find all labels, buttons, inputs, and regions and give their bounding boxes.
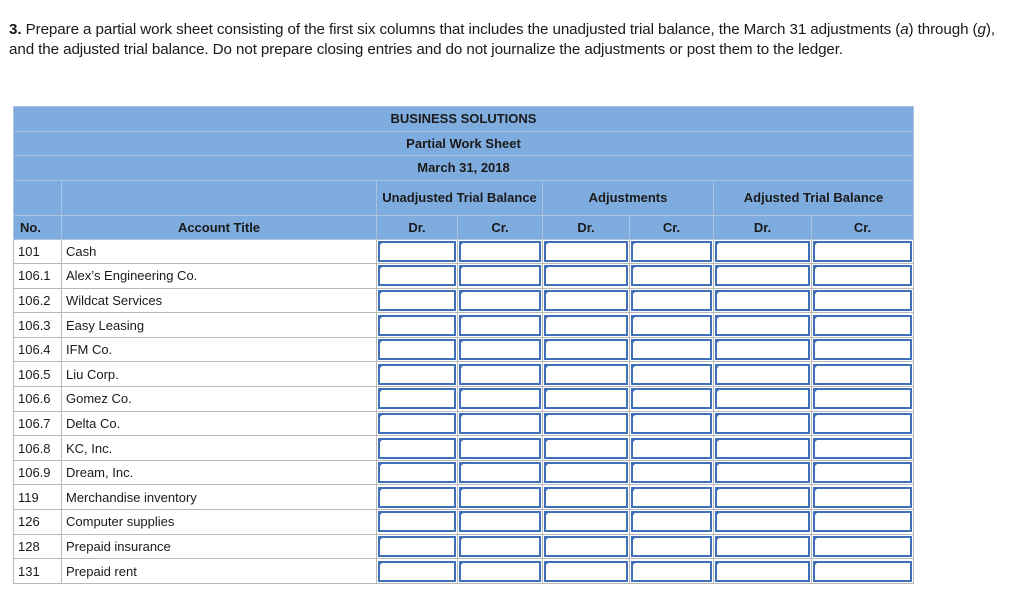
adjusted-cr-cell bbox=[812, 485, 914, 510]
adjusted-cr-cell bbox=[812, 264, 914, 289]
adjusted-dr-input[interactable] bbox=[715, 315, 810, 336]
adjusted-cr-cell bbox=[812, 239, 914, 264]
adjusted-cr-input[interactable] bbox=[813, 364, 912, 385]
table-row bbox=[14, 534, 914, 559]
unadjusted-dr-cell bbox=[377, 239, 458, 264]
adjusted-dr-cell bbox=[714, 559, 812, 584]
adjustments-cr-cell bbox=[630, 264, 714, 289]
adjusted-dr-header: Dr. bbox=[714, 215, 812, 239]
unadjusted-dr-input[interactable] bbox=[378, 438, 456, 459]
adjusted-cr-cell bbox=[812, 510, 914, 535]
adjustments-dr-cell bbox=[543, 436, 630, 461]
adjustments-dr-input[interactable] bbox=[544, 339, 628, 360]
adjustments-dr-cell bbox=[543, 387, 630, 412]
unadjusted-cr-input[interactable] bbox=[459, 536, 541, 557]
account-number: 106.5 bbox=[14, 362, 62, 387]
account-number: 131 bbox=[14, 559, 62, 584]
adjustments-dr-input[interactable] bbox=[544, 413, 628, 434]
adjustments-cr-input[interactable] bbox=[631, 364, 712, 385]
adjusted-dr-input[interactable] bbox=[715, 462, 810, 483]
table-row bbox=[14, 313, 914, 338]
table-row bbox=[14, 337, 914, 362]
unadjusted-dr-input[interactable] bbox=[378, 462, 456, 483]
adjusted-dr-input[interactable] bbox=[715, 413, 810, 434]
unadjusted-dr-cell bbox=[377, 460, 458, 485]
adjusted-cr-cell bbox=[812, 362, 914, 387]
account-number: 106.8 bbox=[14, 436, 62, 461]
adjustments-dr-input[interactable] bbox=[544, 290, 628, 311]
account-number: 126 bbox=[14, 510, 62, 535]
adjustments-cr-cell bbox=[630, 313, 714, 338]
unadjusted-trial-balance-header: Unadjusted Trial Balance bbox=[377, 180, 543, 215]
unadjusted-dr-cell bbox=[377, 411, 458, 436]
table-row bbox=[14, 510, 914, 535]
unadjusted-dr-input[interactable] bbox=[378, 290, 456, 311]
table-row bbox=[14, 387, 914, 412]
adjustments-cr-input[interactable] bbox=[631, 388, 712, 409]
unadjusted-dr-cell bbox=[377, 288, 458, 313]
adjusted-cr-input[interactable] bbox=[813, 511, 912, 532]
adjusted-cr-header: Cr. bbox=[812, 215, 914, 239]
adjusted-dr-cell bbox=[714, 362, 812, 387]
adjustments-dr-cell bbox=[543, 411, 630, 436]
account-number: 128 bbox=[14, 534, 62, 559]
account-number: 106.2 bbox=[14, 288, 62, 313]
adjusted-dr-input[interactable] bbox=[715, 364, 810, 385]
adjustments-cr-input[interactable] bbox=[631, 413, 712, 434]
account-number: 106.4 bbox=[14, 337, 62, 362]
account-title: Cash bbox=[62, 239, 377, 264]
account-number: 106.1 bbox=[14, 264, 62, 289]
unadjusted-dr-cell bbox=[377, 534, 458, 559]
account-number: 119 bbox=[14, 485, 62, 510]
adjustments-cr-input[interactable] bbox=[631, 462, 712, 483]
unadjusted-cr-cell bbox=[458, 362, 543, 387]
adjusted-cr-cell bbox=[812, 411, 914, 436]
instructions-part3: ), and the adjusted trial balance. Do not prepare closing entries and do not journalize the adjustments or post them to the ledger. bbox=[9, 21, 995, 58]
unadjusted-dr-input[interactable] bbox=[378, 413, 456, 434]
unadjusted-cr-cell bbox=[458, 460, 543, 485]
account-number: 106.7 bbox=[14, 411, 62, 436]
adjustments-dr-cell bbox=[543, 559, 630, 584]
no-column-header: No. bbox=[14, 215, 62, 239]
adjusted-cr-cell bbox=[812, 288, 914, 313]
unadjusted-cr-input[interactable] bbox=[459, 487, 541, 508]
adjusted-dr-input[interactable] bbox=[715, 290, 810, 311]
adjusted-cr-cell bbox=[812, 313, 914, 338]
account-number: 106.3 bbox=[14, 313, 62, 338]
account-title: Merchandise inventory bbox=[62, 485, 377, 510]
unadjusted-dr-input[interactable] bbox=[378, 241, 456, 262]
unadjusted-dr-input[interactable] bbox=[378, 511, 456, 532]
adjustments-cr-cell bbox=[630, 337, 714, 362]
adjustments-dr-input[interactable] bbox=[544, 487, 628, 508]
adjusted-cr-input[interactable] bbox=[813, 487, 912, 508]
unadjusted-dr-input[interactable] bbox=[378, 364, 456, 385]
adjustments-dr-cell bbox=[543, 313, 630, 338]
adjustments-header: Adjustments bbox=[543, 180, 714, 215]
unadjusted-cr-input[interactable] bbox=[459, 241, 541, 262]
adjustments-dr-cell bbox=[543, 485, 630, 510]
table-row bbox=[14, 559, 914, 584]
adjustments-cr-input[interactable] bbox=[631, 339, 712, 360]
adjustments-cr-cell bbox=[630, 362, 714, 387]
adjusted-cr-input[interactable] bbox=[813, 290, 912, 311]
adjusted-dr-cell bbox=[714, 288, 812, 313]
account-number: 106.9 bbox=[14, 460, 62, 485]
adjusted-cr-input[interactable] bbox=[813, 265, 912, 286]
unadjusted-cr-input[interactable] bbox=[459, 561, 541, 582]
unadjusted-cr-input[interactable] bbox=[459, 438, 541, 459]
unadjusted-cr-cell bbox=[458, 510, 543, 535]
adjusted-cr-cell bbox=[812, 534, 914, 559]
unadjusted-dr-cell bbox=[377, 510, 458, 535]
unadjusted-cr-cell bbox=[458, 239, 543, 264]
adjusted-cr-input[interactable] bbox=[813, 561, 912, 582]
account-title: Alex’s Engineering Co. bbox=[62, 264, 377, 289]
adjusted-dr-cell bbox=[714, 264, 812, 289]
adjustments-dr-input[interactable] bbox=[544, 438, 628, 459]
unadjusted-dr-cell bbox=[377, 337, 458, 362]
unadjusted-cr-input[interactable] bbox=[459, 511, 541, 532]
adjustments-cr-cell bbox=[630, 485, 714, 510]
adjustments-cr-cell bbox=[630, 534, 714, 559]
unadjusted-dr-input[interactable] bbox=[378, 265, 456, 286]
unadjusted-dr-cell bbox=[377, 264, 458, 289]
unadjusted-cr-input[interactable] bbox=[459, 265, 541, 286]
account-title: Liu Corp. bbox=[62, 362, 377, 387]
account-title: Easy Leasing bbox=[62, 313, 377, 338]
adjustments-cr-input[interactable] bbox=[631, 241, 712, 262]
unadjusted-dr-cell bbox=[377, 485, 458, 510]
adjustments-cr-input[interactable] bbox=[631, 315, 712, 336]
instructions-part2: ) through ( bbox=[908, 21, 978, 38]
account-title: IFM Co. bbox=[62, 337, 377, 362]
adjustments-dr-cell bbox=[543, 264, 630, 289]
adjusted-dr-cell bbox=[714, 436, 812, 461]
adjusted-dr-input[interactable] bbox=[715, 536, 810, 557]
adjusted-dr-cell bbox=[714, 510, 812, 535]
adjustments-dr-input[interactable] bbox=[544, 561, 628, 582]
adjustments-dr-input[interactable] bbox=[544, 536, 628, 557]
adjusted-dr-cell bbox=[714, 411, 812, 436]
instructions-text bbox=[9, 20, 1019, 59]
adjustments-dr-input[interactable] bbox=[544, 462, 628, 483]
adjusted-dr-cell bbox=[714, 485, 812, 510]
adjusted-cr-cell bbox=[812, 436, 914, 461]
unadjusted-cr-input[interactable] bbox=[459, 339, 541, 360]
adjusted-cr-input[interactable] bbox=[813, 462, 912, 483]
table-row bbox=[14, 288, 914, 313]
adjusted-dr-input[interactable] bbox=[715, 511, 810, 532]
unadjusted-cr-cell bbox=[458, 534, 543, 559]
adjustments-dr-cell bbox=[543, 239, 630, 264]
unadjusted-dr-cell bbox=[377, 387, 458, 412]
unadjusted-dr-input[interactable] bbox=[378, 339, 456, 360]
adjusted-cr-cell bbox=[812, 559, 914, 584]
adjustments-dr-header: Dr. bbox=[543, 215, 630, 239]
account-title-column-header: Account Title bbox=[62, 215, 377, 239]
adjustments-cr-cell bbox=[630, 411, 714, 436]
adjustments-dr-cell bbox=[543, 362, 630, 387]
unadjusted-cr-input[interactable] bbox=[459, 388, 541, 409]
instructions-part1: Prepare a partial work sheet consisting of the first six columns that includes the unadjusted trial balance, the March 31 adjustments ( bbox=[21, 21, 901, 38]
adjusted-dr-input[interactable] bbox=[715, 487, 810, 508]
adjusted-dr-input[interactable] bbox=[715, 339, 810, 360]
unadjusted-dr-input[interactable] bbox=[378, 487, 456, 508]
table-row bbox=[14, 436, 914, 461]
adjusted-dr-input[interactable] bbox=[715, 438, 810, 459]
adjustments-dr-input[interactable] bbox=[544, 511, 628, 532]
unadjusted-cr-input[interactable] bbox=[459, 315, 541, 336]
adjustments-dr-input[interactable] bbox=[544, 315, 628, 336]
unadjusted-cr-input[interactable] bbox=[459, 364, 541, 385]
adjustments-cr-cell bbox=[630, 288, 714, 313]
unadjusted-cr-input[interactable] bbox=[459, 413, 541, 434]
unadjusted-cr-input[interactable] bbox=[459, 290, 541, 311]
account-title: Dream, Inc. bbox=[62, 460, 377, 485]
unadjusted-dr-cell bbox=[377, 559, 458, 584]
adjustments-cr-input[interactable] bbox=[631, 487, 712, 508]
adjustments-cr-input[interactable] bbox=[631, 561, 712, 582]
unadjusted-dr-cell bbox=[377, 313, 458, 338]
table-row bbox=[14, 485, 914, 510]
adjustments-cr-input[interactable] bbox=[631, 290, 712, 311]
adjusted-dr-input[interactable] bbox=[715, 388, 810, 409]
adjustments-cr-input[interactable] bbox=[631, 511, 712, 532]
table-row bbox=[14, 264, 914, 289]
adjustments-dr-input[interactable] bbox=[544, 265, 628, 286]
instructions-letter-a: a bbox=[900, 21, 909, 38]
adjusted-cr-input[interactable] bbox=[813, 241, 912, 262]
unadjusted-dr-cell bbox=[377, 436, 458, 461]
table-row bbox=[14, 239, 914, 264]
adjustments-cr-cell bbox=[630, 436, 714, 461]
adjustments-dr-cell bbox=[543, 337, 630, 362]
adjustments-cr-header: Cr. bbox=[630, 215, 714, 239]
adjustments-cr-cell bbox=[630, 460, 714, 485]
adjusted-dr-cell bbox=[714, 313, 812, 338]
header-blank-title bbox=[62, 180, 377, 215]
adjusted-cr-input[interactable] bbox=[813, 536, 912, 557]
adjusted-dr-input[interactable] bbox=[715, 265, 810, 286]
adjustments-cr-input[interactable] bbox=[631, 265, 712, 286]
account-title: Delta Co. bbox=[62, 411, 377, 436]
adjusted-cr-input[interactable] bbox=[813, 339, 912, 360]
unadjusted-cr-cell bbox=[458, 436, 543, 461]
unadjusted-cr-cell bbox=[458, 559, 543, 584]
adjustments-dr-cell bbox=[543, 460, 630, 485]
adjusted-dr-cell bbox=[714, 387, 812, 412]
header-blank-no bbox=[14, 180, 62, 215]
adjusted-dr-input[interactable] bbox=[715, 241, 810, 262]
unadjusted-cr-cell bbox=[458, 288, 543, 313]
adjusted-cr-input[interactable] bbox=[813, 315, 912, 336]
unadjusted-dr-input[interactable] bbox=[378, 315, 456, 336]
adjustments-cr-cell bbox=[630, 239, 714, 264]
adjustments-cr-input[interactable] bbox=[631, 438, 712, 459]
worksheet-date: March 31, 2018 bbox=[14, 156, 914, 181]
account-title: Prepaid rent bbox=[62, 559, 377, 584]
unadjusted-cr-cell bbox=[458, 313, 543, 338]
unadjusted-cr-cell bbox=[458, 337, 543, 362]
adjusted-cr-input[interactable] bbox=[813, 438, 912, 459]
worksheet-title: Partial Work Sheet bbox=[14, 131, 914, 156]
unadjusted-cr-cell bbox=[458, 485, 543, 510]
unadjusted-cr-cell bbox=[458, 387, 543, 412]
table-row bbox=[14, 411, 914, 436]
account-title: Gomez Co. bbox=[62, 387, 377, 412]
table-row bbox=[14, 460, 914, 485]
unadjusted-dr-input[interactable] bbox=[378, 536, 456, 557]
table-row bbox=[14, 362, 914, 387]
adjustments-dr-cell bbox=[543, 288, 630, 313]
adjustments-cr-cell bbox=[630, 510, 714, 535]
adjustments-dr-input[interactable] bbox=[544, 241, 628, 262]
adjustments-cr-cell bbox=[630, 559, 714, 584]
adjusted-cr-cell bbox=[812, 460, 914, 485]
account-title: Prepaid insurance bbox=[62, 534, 377, 559]
unadjusted-cr-cell bbox=[458, 264, 543, 289]
adjusted-cr-input[interactable] bbox=[813, 413, 912, 434]
account-title: KC, Inc. bbox=[62, 436, 377, 461]
adjusted-dr-cell bbox=[714, 337, 812, 362]
account-title: Wildcat Services bbox=[62, 288, 377, 313]
unadjusted-cr-cell bbox=[458, 411, 543, 436]
adjusted-trial-balance-header: Adjusted Trial Balance bbox=[714, 180, 914, 215]
adjusted-cr-cell bbox=[812, 387, 914, 412]
question-number: 3. bbox=[9, 21, 22, 38]
account-title: Computer supplies bbox=[62, 510, 377, 535]
instructions-letter-g: g bbox=[977, 21, 986, 38]
adjustments-dr-cell bbox=[543, 510, 630, 535]
unadjusted-dr-header: Dr. bbox=[377, 215, 458, 239]
adjusted-dr-cell bbox=[714, 460, 812, 485]
adjustments-dr-cell bbox=[543, 534, 630, 559]
adjustments-cr-cell bbox=[630, 387, 714, 412]
unadjusted-cr-header: Cr. bbox=[458, 215, 543, 239]
company-name: BUSINESS SOLUTIONS bbox=[14, 107, 914, 132]
adjusted-dr-cell bbox=[714, 534, 812, 559]
adjusted-cr-input[interactable] bbox=[813, 388, 912, 409]
adjustments-dr-input[interactable] bbox=[544, 388, 628, 409]
adjusted-dr-cell bbox=[714, 239, 812, 264]
unadjusted-dr-cell bbox=[377, 362, 458, 387]
work-sheet-table bbox=[13, 106, 914, 584]
account-number: 106.6 bbox=[14, 387, 62, 412]
adjustments-cr-input[interactable] bbox=[631, 536, 712, 557]
unadjusted-dr-input[interactable] bbox=[378, 388, 456, 409]
account-number: 101 bbox=[14, 239, 62, 264]
unadjusted-cr-input[interactable] bbox=[459, 462, 541, 483]
unadjusted-dr-input[interactable] bbox=[378, 561, 456, 582]
adjusted-dr-input[interactable] bbox=[715, 561, 810, 582]
adjusted-cr-cell bbox=[812, 337, 914, 362]
adjustments-dr-input[interactable] bbox=[544, 364, 628, 385]
